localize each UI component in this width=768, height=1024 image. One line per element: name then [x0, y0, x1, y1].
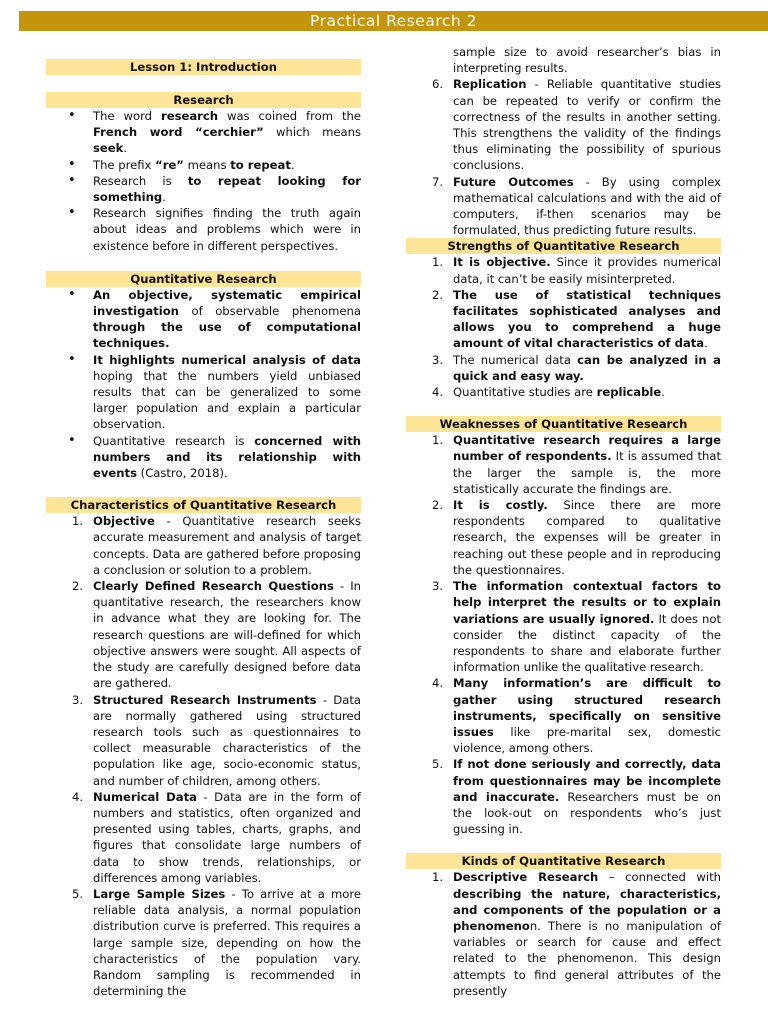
list-item — [406, 869, 721, 999]
bold-text: seek — [93, 141, 124, 156]
characteristics-list-continued — [406, 76, 721, 238]
list-item — [406, 675, 721, 756]
item-text: which means — [263, 125, 361, 140]
item-number: 3. — [431, 579, 443, 594]
item-number: 7. — [431, 174, 443, 189]
research-list — [46, 108, 361, 254]
list-item — [46, 205, 361, 254]
quantitative-heading: Quantitative Research — [46, 271, 361, 287]
item-text: - Reliable quantitative studies can be repeated to verify or confirm the correctness of the results in another setting. This strengthens the validity of the findings thus eliminating the possibility of spurious conclusions. — [453, 77, 721, 173]
list-item — [406, 578, 721, 675]
item-text: Researchers must be on the look-out on respondents who’s just guessing in. — [453, 789, 721, 837]
item-text: was coined from the — [218, 109, 361, 123]
item-text: hoping that the numbers yield unbiased results that can be generalized to some larger population and explain a particular observation. — [93, 368, 361, 432]
list-item — [406, 287, 721, 352]
weaknesses-list — [406, 432, 721, 837]
bold-text: concerned with numbers and its relationship with events — [93, 433, 361, 481]
item-text: like pre-marital sex, domestic violence, among others. — [453, 724, 721, 756]
item-text: - Data are in the form of numbers and statistics, often organized and presented using tables, charts, graphs, and figures that consolidate large numbers of data to show trends, relationships, or differences among variables. — [93, 789, 361, 885]
item-text: Since there are more respondents compared to qualitative research, the expenses will be greater in reaching out these people and in reproducing the questionnaires. — [453, 498, 721, 577]
item-number: 1. — [431, 255, 443, 270]
list-item — [46, 157, 361, 173]
bold-text: Objective — [93, 514, 155, 529]
list-item — [46, 513, 361, 578]
item-text: means — [183, 157, 231, 172]
right-column — [406, 45, 722, 999]
list-item — [46, 578, 361, 691]
characteristics-list — [46, 513, 361, 999]
item-number: 2. — [431, 287, 443, 302]
item-text: – connected with — [598, 870, 721, 885]
bold-text: An objective, systematic empirical investigation — [93, 287, 361, 319]
list-item — [46, 789, 361, 886]
list-item — [46, 433, 361, 482]
item-text: Research is — [93, 173, 188, 188]
bold-text: The use of statistical techniques facilitates sophisticated analyses and allows you to comprehend a huge amount of vital characteristics of data — [453, 287, 721, 351]
item-number: 2. — [431, 498, 443, 513]
bold-text: It is objective. — [453, 255, 551, 270]
item-text: . — [290, 157, 295, 172]
left-column — [46, 59, 361, 999]
item-number: 2. — [71, 579, 83, 594]
bold-text: research — [160, 109, 218, 123]
item-text: n. There is no manipulation of variables or search for cause and effect related to the phenomenon. This design attempts to find general attributes of the presently — [453, 918, 721, 998]
bullet-marker: • — [68, 156, 76, 172]
item-text: The numerical data — [453, 352, 578, 367]
bullet-marker: • — [68, 351, 76, 367]
weaknesses-heading: Weaknesses of Quantitative Research — [406, 416, 721, 432]
quantitative-list — [46, 287, 361, 481]
list-item — [46, 886, 361, 999]
list-item — [406, 497, 721, 578]
bold-text: to repeat looking for something — [93, 173, 362, 205]
bold-text: can be analyzed in a quick and easy way. — [453, 352, 721, 383]
bold-text: Numerical Data — [93, 789, 197, 804]
list-item — [406, 352, 721, 384]
bold-text: “re” — [155, 157, 184, 172]
characteristics-heading: Characteristics of Quantitative Research — [46, 497, 361, 513]
strengths-heading: Strengths of Quantitative Research — [406, 238, 721, 254]
document-banner: Practical Research 2 — [19, 11, 768, 31]
item-text: - Quantitative research seeks accurate measurement and analysis of target concepts. Data are gathered before proposing a conclusion or solution to a problem. — [93, 514, 362, 577]
item-text: of observable phenomena — [178, 304, 361, 319]
item-text: Quantitative studies are — [453, 385, 597, 400]
item-text: (Castro, 2018). — [136, 466, 228, 481]
list-item — [46, 352, 361, 433]
bold-text: Clearly Defined Research Questions — [93, 579, 334, 594]
list-item — [406, 254, 721, 286]
list-item — [406, 76, 721, 173]
item-text: - By using complex mathematical calculations and with the aid of computers, if-then scenarios may be formulated, thus predicting future results. — [453, 174, 721, 238]
item-text: . — [704, 336, 708, 351]
item-text: It is assumed that the larger the sample is, the more statistically accurate the findings are. — [453, 449, 721, 496]
list-item — [46, 108, 361, 157]
item-number: 4. — [71, 789, 83, 804]
list-item — [46, 173, 361, 205]
item-text: Quantitative research is — [93, 433, 255, 448]
bullet-marker: • — [68, 432, 76, 448]
bold-text: If not done seriously and correctly, data from questionnaires may be incomplete and inaccurate. — [453, 757, 721, 804]
bold-text: Structured Research Instruments — [93, 692, 317, 707]
item-text: - To arrive at a more reliable data analysis, a normal population distribution curve is preferred. This requires a large sample size, depending on how the characteristics of the population vary. Random sampling is recommended in determining the — [93, 886, 362, 999]
item-text: - In quantitative research, the researchers know in advance what they are looking for. The research questions are will-defined for which objective answers were sought. All aspects of the study are carefully designed before data are gathered. — [93, 579, 361, 691]
list-item — [406, 432, 721, 497]
item-number: 3. — [71, 692, 83, 707]
item-text: The word — [93, 109, 161, 123]
list-item — [46, 287, 361, 352]
item-text: . — [661, 385, 665, 400]
bold-text: The information contextual factors to help interpret the results or to explain variations are usually ignored. — [453, 579, 721, 626]
bullet-marker: • — [68, 286, 76, 302]
list-item — [46, 692, 361, 789]
bold-text: Large Sample Sizes — [93, 886, 226, 901]
list-item — [406, 174, 721, 239]
item-text: Since it provides numerical data, it can’t be easily misinterpreted. — [453, 255, 721, 286]
bold-text: Future Outcomes — [453, 174, 574, 189]
item-number: 5. — [431, 757, 443, 772]
item-text: Research signifies finding the truth again about ideas and problems which were in existence before in different perspectives. — [93, 206, 361, 253]
bold-text: Quantitative research requires a large number of respondents. — [453, 433, 721, 464]
bold-text: replicable — [596, 385, 662, 400]
item-text: The prefix — [93, 157, 156, 172]
bullet-marker: • — [68, 108, 76, 123]
bold-text: Replication — [453, 77, 527, 92]
item-number: 1. — [71, 514, 83, 529]
bold-text: French word “cerchier” — [93, 125, 264, 140]
item-text: . — [123, 141, 128, 156]
kinds-list — [406, 869, 721, 999]
bold-text: Descriptive Research — [453, 870, 599, 885]
list-item — [406, 756, 721, 837]
bold-text: describing the nature, characteristics, and components of the population or a phenomeno — [453, 886, 721, 933]
bold-text: through the use of computational techniques. — [93, 320, 361, 351]
item-number: 3. — [431, 352, 443, 367]
item-text: . — [162, 190, 166, 205]
kinds-heading: Kinds of Quantitative Research — [406, 853, 721, 869]
item-number: 6. — [431, 77, 443, 92]
bold-text: Many information’s are difficult to gather using structured research instruments, specifically on sensitive issues — [453, 676, 721, 739]
lesson-heading: Lesson 1: Introduction — [46, 59, 361, 75]
item-number: 1. — [431, 433, 443, 448]
item-number: 1. — [431, 870, 443, 885]
bold-text: It highlights numerical analysis of data — [93, 352, 361, 367]
item-text: - Data are normally gathered using structured research tools such as questionnaires to collect measurable characteristics of the population like age, socio-economic status, and number of children, among others. — [93, 692, 361, 788]
item-number: 4. — [431, 676, 443, 691]
bold-text: It is costly. — [453, 498, 548, 513]
item-number: 5. — [71, 886, 83, 901]
bold-text: to repeat — [230, 157, 291, 172]
characteristics-continuation: sample size to avoid researcher’s bias in interpreting results. — [453, 45, 721, 76]
item-text: It does not consider the distinct capacity of the respondents to share and elaborate further information unlike the qualitative research. — [453, 611, 722, 675]
strengths-list — [406, 254, 721, 400]
bullet-marker: • — [68, 205, 76, 221]
research-heading: Research — [46, 92, 361, 108]
list-item — [406, 384, 721, 400]
item-number: 4. — [431, 385, 443, 400]
bullet-marker: • — [68, 172, 76, 188]
